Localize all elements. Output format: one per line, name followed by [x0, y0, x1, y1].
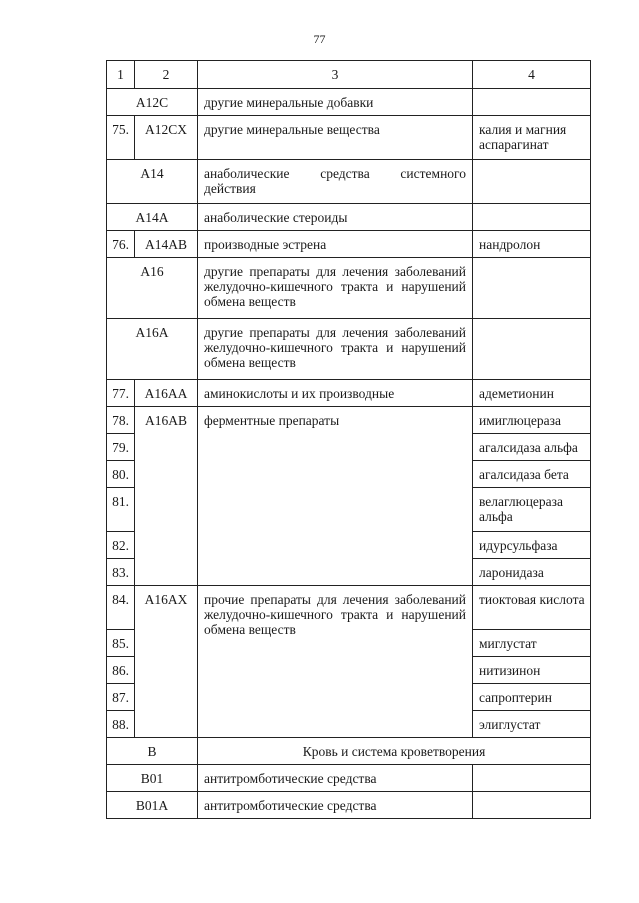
- group-name: антитромботические средства: [198, 765, 473, 792]
- table-row: [107, 231, 591, 258]
- table-row: [107, 116, 591, 160]
- atc-code: B01: [107, 765, 198, 792]
- drug-name: агалсидаза бета: [473, 461, 591, 488]
- group-name: производные эстрена: [198, 231, 473, 258]
- table-row: [107, 160, 591, 204]
- atc-code: A16: [107, 258, 198, 319]
- drug-name: [473, 792, 591, 819]
- atc-code: A12C: [107, 89, 198, 116]
- drug-classification-table: [106, 60, 591, 819]
- column-header: 2: [135, 61, 198, 89]
- atc-code: A16A: [107, 319, 198, 380]
- row-number: 75.: [107, 116, 135, 160]
- row-number: 86.: [107, 657, 135, 684]
- row-number: 87.: [107, 684, 135, 711]
- group-name: ферментные препараты: [198, 407, 473, 586]
- page-number: 77: [313, 32, 326, 46]
- group-name: прочие препараты для лечения заболеваний желудочно-кишечного тракта и нарушений обмена веществ: [198, 586, 473, 738]
- row-number: 76.: [107, 231, 135, 258]
- drug-name: [473, 319, 591, 380]
- group-name: антитромботические средства: [198, 792, 473, 819]
- drug-name: [473, 258, 591, 319]
- row-number: 79.: [107, 434, 135, 461]
- column-header: 1: [107, 61, 135, 89]
- atc-code: A14: [107, 160, 198, 204]
- drug-name: идурсульфаза: [473, 532, 591, 559]
- atc-code: A12CX: [135, 116, 198, 160]
- atc-code: A14A: [107, 204, 198, 231]
- drug-name: элиглустат: [473, 711, 591, 738]
- drug-name: [473, 765, 591, 792]
- row-number: 84.: [107, 586, 135, 630]
- table-row: [107, 204, 591, 231]
- group-name: другие минеральные вещества: [198, 116, 473, 160]
- column-header: 4: [473, 61, 591, 89]
- table-row: [107, 89, 591, 116]
- drug-name: ларонидаза: [473, 559, 591, 586]
- row-number: 77.: [107, 380, 135, 407]
- table-row: [107, 380, 591, 407]
- drug-name: [473, 89, 591, 116]
- drug-name: адеметионин: [473, 380, 591, 407]
- table-row: [107, 586, 591, 630]
- atc-code: A16AA: [135, 380, 198, 407]
- atc-code: A16AX: [135, 586, 198, 738]
- drug-name: велаглюцераза альфа: [473, 488, 591, 532]
- row-number: 85.: [107, 630, 135, 657]
- table-row: [107, 738, 591, 765]
- table-row: [107, 319, 591, 380]
- table-row: [107, 258, 591, 319]
- table-header-row: [107, 61, 591, 89]
- section-title: Кровь и система кроветворения: [198, 738, 591, 765]
- drug-name: агалсидаза альфа: [473, 434, 591, 461]
- drug-name: тиоктовая кислота: [473, 586, 591, 630]
- row-number: 88.: [107, 711, 135, 738]
- drug-name: [473, 160, 591, 204]
- column-header: 3: [198, 61, 473, 89]
- drug-name: имиглюцераза: [473, 407, 591, 434]
- drug-name: сапроптерин: [473, 684, 591, 711]
- group-name: аминокислоты и их производные: [198, 380, 473, 407]
- row-number: 83.: [107, 559, 135, 586]
- row-number: 80.: [107, 461, 135, 488]
- group-name: анаболические средства системного действия: [198, 160, 473, 204]
- row-number: 81.: [107, 488, 135, 532]
- drug-name: [473, 204, 591, 231]
- group-name: другие препараты для лечения заболеваний желудочно-кишечного тракта и нарушений обмена веществ: [198, 319, 473, 380]
- atc-code: B01A: [107, 792, 198, 819]
- drug-name: калия и магния аспарагинат: [473, 116, 591, 160]
- table-row: [107, 765, 591, 792]
- drug-name: нитизинон: [473, 657, 591, 684]
- group-name: другие минеральные добавки: [198, 89, 473, 116]
- group-name: другие препараты для лечения заболеваний желудочно-кишечного тракта и нарушений обмена веществ: [198, 258, 473, 319]
- drug-name: нандролон: [473, 231, 591, 258]
- table-row: [107, 407, 591, 434]
- group-name: анаболические стероиды: [198, 204, 473, 231]
- row-number: 82.: [107, 532, 135, 559]
- row-number: 78.: [107, 407, 135, 434]
- atc-code: B: [107, 738, 198, 765]
- drug-name: миглустат: [473, 630, 591, 657]
- atc-code: A16AB: [135, 407, 198, 586]
- atc-code: A14AB: [135, 231, 198, 258]
- table-row: [107, 792, 591, 819]
